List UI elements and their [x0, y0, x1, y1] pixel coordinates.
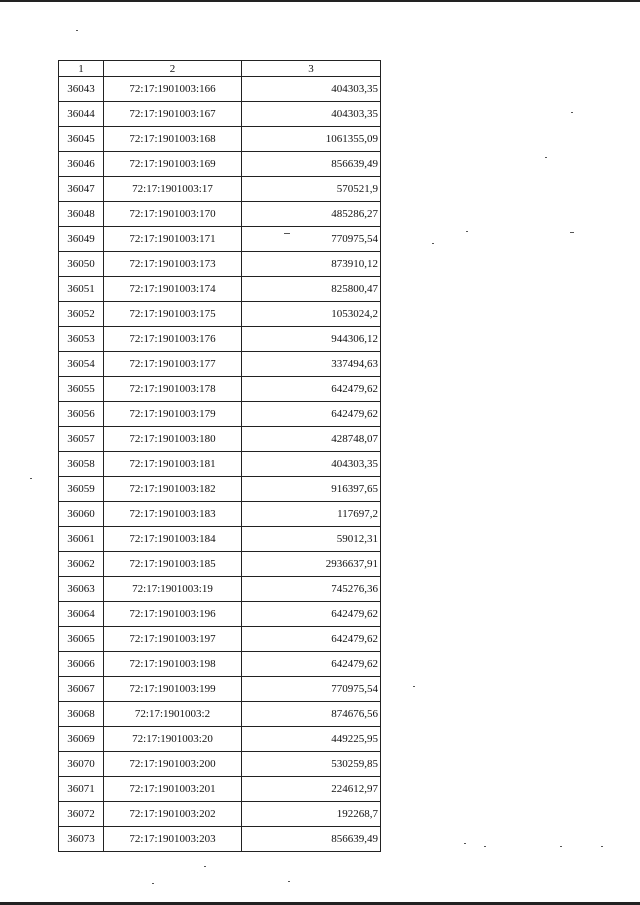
cadastral-value-cell: 856639,49 — [242, 827, 381, 852]
table-row — [59, 102, 381, 127]
row-number-cell: 36072 — [59, 802, 104, 827]
table-row — [59, 202, 381, 227]
row-number-cell: 36044 — [59, 102, 104, 127]
table-row — [59, 402, 381, 427]
table-row — [59, 77, 381, 102]
cadastral-value-cell: 770975,54 — [242, 677, 381, 702]
scan-speck — [30, 478, 32, 479]
cadastral-value-cell: 337494,63 — [242, 352, 381, 377]
row-number-cell: 36056 — [59, 402, 104, 427]
table-row — [59, 352, 381, 377]
scan-speck — [204, 866, 206, 867]
table-row — [59, 602, 381, 627]
cadastral-number-cell: 72:17:1901003:200 — [104, 752, 242, 777]
cadastral-value-cell: 642479,62 — [242, 402, 381, 427]
cadastral-value-cell: 117697,2 — [242, 502, 381, 527]
cadastral-number-cell: 72:17:1901003:175 — [104, 302, 242, 327]
scan-edge-top — [0, 0, 640, 2]
cadastral-number-cell: 72:17:1901003:203 — [104, 827, 242, 852]
table-row — [59, 752, 381, 777]
cadastral-value-cell: 642479,62 — [242, 377, 381, 402]
cadastral-number-cell: 72:17:1901003:198 — [104, 652, 242, 677]
cadastral-number-cell: 72:17:1901003:181 — [104, 452, 242, 477]
cadastral-number-cell: 72:17:1901003:185 — [104, 552, 242, 577]
cadastral-value-cell: 530259,85 — [242, 752, 381, 777]
cadastral-number-cell: 72:17:1901003:183 — [104, 502, 242, 527]
row-number-cell: 36051 — [59, 277, 104, 302]
scan-speck — [288, 881, 290, 882]
row-number-cell: 36046 — [59, 152, 104, 177]
row-number-cell: 36070 — [59, 752, 104, 777]
row-number-cell: 36059 — [59, 477, 104, 502]
cadastral-value-table — [58, 60, 381, 852]
row-number-cell: 36057 — [59, 427, 104, 452]
cadastral-value-cell: 404303,35 — [242, 452, 381, 477]
cadastral-value-cell: 856639,49 — [242, 152, 381, 177]
scan-speck — [152, 883, 154, 884]
scan-speck — [545, 157, 547, 158]
cadastral-number-cell: 72:17:1901003:199 — [104, 677, 242, 702]
scan-speck — [560, 846, 562, 847]
cadastral-number-cell: 72:17:1901003:174 — [104, 277, 242, 302]
column-header-1: 1 — [59, 61, 104, 77]
table-row — [59, 577, 381, 602]
cadastral-value-cell: 642479,62 — [242, 627, 381, 652]
cadastral-value-cell: 916397,65 — [242, 477, 381, 502]
column-header-3: 3 — [242, 61, 381, 77]
row-number-cell: 36047 — [59, 177, 104, 202]
table-row — [59, 227, 381, 252]
cadastral-number-cell: 72:17:1901003:197 — [104, 627, 242, 652]
table-row — [59, 302, 381, 327]
table-row — [59, 552, 381, 577]
table-row — [59, 327, 381, 352]
cadastral-number-cell: 72:17:1901003:179 — [104, 402, 242, 427]
table-row — [59, 677, 381, 702]
row-number-cell: 36061 — [59, 527, 104, 552]
cadastral-number-cell: 72:17:1901003:20 — [104, 727, 242, 752]
row-number-cell: 36050 — [59, 252, 104, 277]
row-number-cell: 36052 — [59, 302, 104, 327]
scan-speck — [432, 243, 434, 244]
table-row — [59, 477, 381, 502]
row-number-cell: 36054 — [59, 352, 104, 377]
table-row — [59, 802, 381, 827]
table-row — [59, 377, 381, 402]
table-row — [59, 152, 381, 177]
cadastral-value-cell: 1061355,09 — [242, 127, 381, 152]
row-number-cell: 36055 — [59, 377, 104, 402]
row-number-cell: 36071 — [59, 777, 104, 802]
cadastral-value-cell: 770975,54 — [242, 227, 381, 252]
row-number-cell: 36066 — [59, 652, 104, 677]
cadastral-number-cell: 72:17:1901003:202 — [104, 802, 242, 827]
row-number-cell: 36064 — [59, 602, 104, 627]
row-number-cell: 36073 — [59, 827, 104, 852]
cadastral-number-cell: 72:17:1901003:173 — [104, 252, 242, 277]
row-number-cell: 36045 — [59, 127, 104, 152]
column-header-2: 2 — [104, 61, 242, 77]
cadastral-value-cell: 745276,36 — [242, 577, 381, 602]
table-row — [59, 727, 381, 752]
row-number-cell: 36048 — [59, 202, 104, 227]
cadastral-value-cell: 642479,62 — [242, 652, 381, 677]
row-number-cell: 36060 — [59, 502, 104, 527]
cadastral-number-cell: 72:17:1901003:180 — [104, 427, 242, 452]
cadastral-value-cell: 570521,9 — [242, 177, 381, 202]
table-row — [59, 777, 381, 802]
row-number-cell: 36062 — [59, 552, 104, 577]
header-row — [59, 61, 381, 77]
cadastral-number-cell: 72:17:1901003:17 — [104, 177, 242, 202]
table-row — [59, 527, 381, 552]
table-row — [59, 452, 381, 477]
table-row — [59, 177, 381, 202]
table-row — [59, 277, 381, 302]
row-number-cell: 36049 — [59, 227, 104, 252]
cadastral-value-cell: 428748,07 — [242, 427, 381, 452]
cadastral-number-cell: 72:17:1901003:168 — [104, 127, 242, 152]
cadastral-number-cell: 72:17:1901003:177 — [104, 352, 242, 377]
cadastral-value-cell: 485286,27 — [242, 202, 381, 227]
scan-speck — [466, 231, 468, 232]
table-row — [59, 252, 381, 277]
row-number-cell: 36067 — [59, 677, 104, 702]
cadastral-value-cell: 404303,35 — [242, 77, 381, 102]
row-number-cell: 36065 — [59, 627, 104, 652]
cadastral-number-cell: 72:17:1901003:184 — [104, 527, 242, 552]
cadastral-number-cell: 72:17:1901003:166 — [104, 77, 242, 102]
scan-speck — [601, 846, 603, 847]
table-header — [59, 61, 381, 77]
row-number-cell: 36068 — [59, 702, 104, 727]
table-row — [59, 427, 381, 452]
scan-speck — [284, 233, 290, 234]
cadastral-value-cell: 449225,95 — [242, 727, 381, 752]
scan-speck — [464, 843, 466, 844]
cadastral-value-cell: 825800,47 — [242, 277, 381, 302]
cadastral-number-cell: 72:17:1901003:182 — [104, 477, 242, 502]
cadastral-value-cell: 944306,12 — [242, 327, 381, 352]
cadastral-value-cell: 873910,12 — [242, 252, 381, 277]
cadastral-number-cell: 72:17:1901003:170 — [104, 202, 242, 227]
scan-speck — [484, 846, 486, 847]
cadastral-number-cell: 72:17:1901003:2 — [104, 702, 242, 727]
cadastral-number-cell: 72:17:1901003:176 — [104, 327, 242, 352]
cadastral-value-cell: 224612,97 — [242, 777, 381, 802]
cadastral-number-cell: 72:17:1901003:201 — [104, 777, 242, 802]
row-number-cell: 36043 — [59, 77, 104, 102]
row-number-cell: 36063 — [59, 577, 104, 602]
row-number-cell: 36058 — [59, 452, 104, 477]
scan-speck — [571, 112, 573, 113]
cadastral-number-cell: 72:17:1901003:19 — [104, 577, 242, 602]
table-row — [59, 702, 381, 727]
cadastral-number-cell: 72:17:1901003:196 — [104, 602, 242, 627]
cadastral-value-cell: 59012,31 — [242, 527, 381, 552]
cadastral-value-cell: 642479,62 — [242, 602, 381, 627]
table-row — [59, 127, 381, 152]
table-row — [59, 652, 381, 677]
row-number-cell: 36069 — [59, 727, 104, 752]
table-row — [59, 502, 381, 527]
table-row — [59, 827, 381, 852]
cadastral-value-cell: 404303,35 — [242, 102, 381, 127]
cadastral-value-cell: 192268,7 — [242, 802, 381, 827]
cadastral-number-cell: 72:17:1901003:178 — [104, 377, 242, 402]
cadastral-number-cell: 72:17:1901003:167 — [104, 102, 242, 127]
cadastral-number-cell: 72:17:1901003:171 — [104, 227, 242, 252]
table-row — [59, 627, 381, 652]
cadastral-value-cell: 874676,56 — [242, 702, 381, 727]
cadastral-value-cell: 1053024,2 — [242, 302, 381, 327]
table-body — [59, 77, 381, 852]
cadastral-number-cell: 72:17:1901003:169 — [104, 152, 242, 177]
row-number-cell: 36053 — [59, 327, 104, 352]
scan-speck — [570, 232, 574, 233]
scan-speck — [413, 686, 415, 687]
cadastral-value-cell: 2936637,91 — [242, 552, 381, 577]
scan-speck — [76, 30, 78, 31]
